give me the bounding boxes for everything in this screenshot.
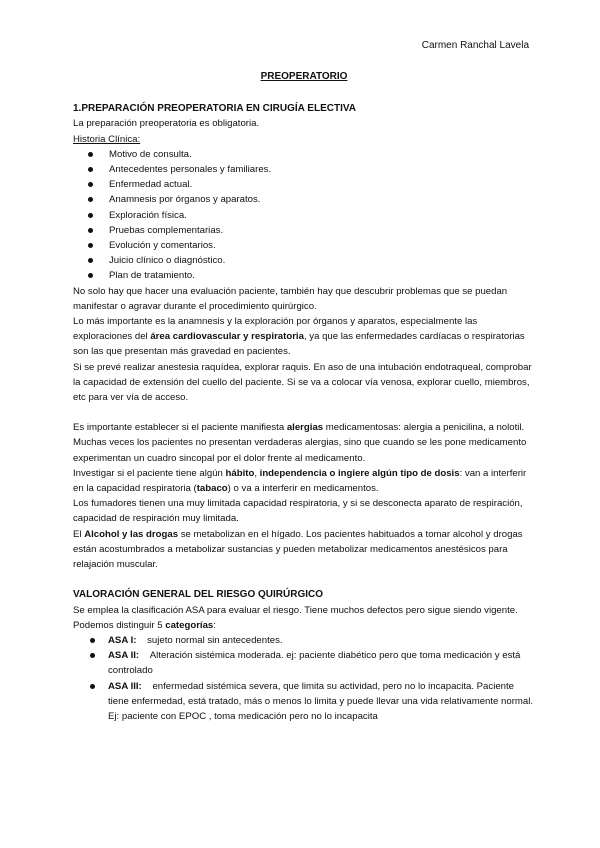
paragraph (73, 527, 535, 573)
list-item (73, 648, 535, 678)
paragraph: No solo hay que hacer una evaluación paciente, también hay que descubrir problemas que se puedan manifestar o agravar durante el procedimiento quirúrgico. (73, 285, 508, 312)
asa-label: ASA II: (108, 650, 140, 662)
spacer (73, 405, 535, 420)
paragraph (73, 618, 535, 633)
paragraph: Si se prevé realizar anestesia raquídea, explorar raquis. En aso de una intubación endotraqueal, comprobar la capacidad de extensión del cuello del paciente. Si se va a colocar vía venosa, explorar cuello, miembros, etc para ver vía de acceso. (73, 361, 532, 404)
list-item: Plan de tratamiento. (73, 268, 535, 283)
list-item: Anamnesis por órganos y aparatos. (73, 192, 535, 207)
list-item: Motivo de consulta. (73, 147, 535, 162)
paragraph: Muchas veces los pacientes no presentan verdaderas alergias, sino que cuando se les pone medicamento experimentan un cuadro sincopal por el dolor frente al medicamento. (73, 437, 527, 464)
paragraph (73, 314, 535, 360)
historia-clinica-list (73, 147, 535, 284)
text-run: : (213, 619, 216, 631)
document-title: PREOPERATORIO (260, 71, 348, 82)
text-run: , ya que las enfermedades cardíacas o respiratorias son las que presentan más gravedad en pacientes. (73, 331, 525, 358)
bold-text: tabaco (196, 483, 228, 495)
asa-label: ASA I: (108, 634, 137, 646)
document-body (73, 69, 535, 724)
text-run: Es importante establecer si el paciente manifiesta (73, 422, 287, 434)
section2-heading: VALORACIÓN GENERAL DEL RIESGO QUIRÚRGICO (73, 589, 324, 601)
section1-intro: La preparación preoperatoria es obligatoria. (73, 118, 260, 130)
list-item (73, 679, 535, 725)
bold-text: hábito (225, 467, 255, 479)
list-item: Antecedentes personales y familiares. (73, 162, 535, 177)
spacer (73, 572, 535, 587)
bold-text: independencia o ingiere algún tipo de dosis (259, 467, 460, 479)
list-item: Exploración física. (73, 208, 535, 223)
paragraph (73, 466, 535, 496)
bold-text: Alcohol y las drogas (84, 528, 179, 540)
asa-list (73, 633, 535, 724)
bold-text: categorías (165, 619, 214, 631)
list-item (73, 633, 535, 648)
text-run: se metabolizan en el hígado. Los pacientes habituados a tomar alcohol y drogas están acostumbrados a metabolizar sustancias y pueden metabolizar medicamentos anestésicos para relajación muscular. (73, 528, 523, 571)
bold-text: área cardiovascular y respiratoria (150, 331, 304, 343)
asa-text: enfermedad sistémica severa, que limita su actividad, pero no lo incapacita. Paciente tiene enfermedad, está tratado, más o menos lo limita y puede llevar una vida relativamente normal. Ej: paciente con EPOC , toma medicación pero no lo incapacita (108, 680, 534, 722)
paragraph: Se emplea la clasificación ASA para evaluar el riesgo. Tiene muchos defectos pero sigue siendo vigente. (73, 604, 518, 616)
list-item: Pruebas complementarias. (73, 223, 535, 238)
asa-text: sujeto normal sin antecedentes. (147, 634, 283, 646)
paragraph: Los fumadores tienen una muy limitada capacidad respiratoria, y si se desconecta aparato de respiración, capacidad de respiración muy limitada. (73, 498, 523, 525)
text-run: : van a interferir en la capacidad respiratoria ( (73, 467, 527, 495)
text-run: Investigar si el paciente tiene algún (73, 467, 226, 479)
text-run: , (254, 467, 260, 479)
text-run: Lo más importante es la anamnesis y la exploración por órganos y aparatos, especialmente las exploraciones del (73, 316, 478, 343)
text-run: medicamentosas: alergia a penicilina, a nolotil. (323, 422, 525, 434)
list-item: Enfermedad actual. (73, 177, 535, 192)
asa-label: ASA III: (108, 680, 142, 692)
author-name: Carmen Ranchal Lavela (421, 40, 529, 51)
bold-text: alergias (286, 422, 324, 434)
list-item: Juicio clínico o diagnóstico. (73, 253, 535, 268)
paragraph (73, 420, 535, 435)
text-run: Podemos distinguir 5 (73, 619, 166, 631)
historia-clinica-label: Historia Clínica: (73, 133, 141, 145)
text-run: ) o va a interferir en medicamentos. (227, 483, 379, 495)
text-run: El (73, 528, 85, 540)
section1-heading: 1.PREPARACIÓN PREOPERATORIA EN CIRUGÍA ELECTIVA (73, 103, 356, 115)
list-item: Evolución y comentarios. (73, 238, 535, 253)
asa-text: Alteración sistémica moderada. ej: paciente diabético pero que toma medicación y está controlado (108, 650, 521, 677)
